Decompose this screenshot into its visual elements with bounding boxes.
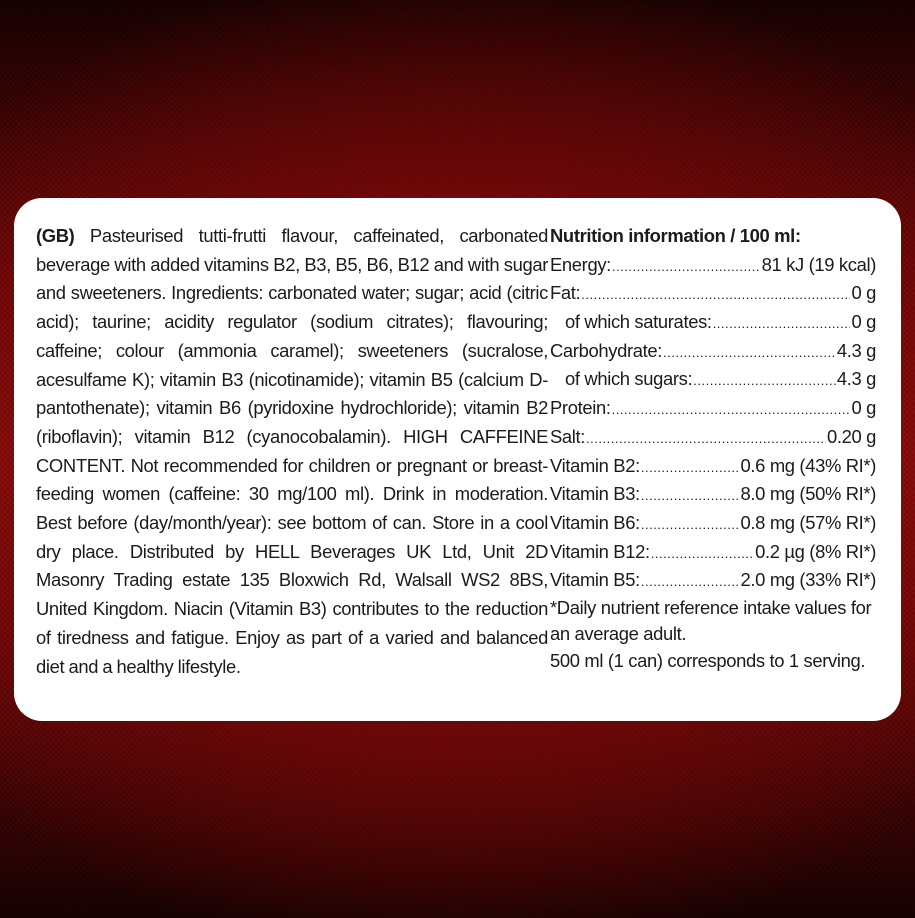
- dot-leader: [641, 454, 740, 483]
- serving-note: 500 ml (1 can) corresponds to 1 serving.: [550, 649, 866, 671]
- nutrition-label: Vitamin B6:: [550, 511, 640, 533]
- nutrition-row-salt: [550, 423, 876, 452]
- dot-leader: [663, 339, 836, 368]
- country-code: (GB): [36, 225, 75, 246]
- nutrition-label: Vitamin B2:: [550, 454, 640, 476]
- nutrition-value: 0.20 g: [826, 425, 876, 447]
- nutrition-label: Energy:: [550, 253, 611, 275]
- nutrition-value: 4.3 g: [836, 339, 876, 361]
- nutrition-table: [550, 222, 876, 674]
- nutrition-row-saturates: [550, 308, 876, 337]
- dot-leader: [612, 396, 851, 425]
- nutrition-row-protein: [550, 394, 876, 423]
- dot-leader: [693, 367, 836, 396]
- ingredients-text: [36, 222, 548, 681]
- dot-leader: [641, 482, 740, 511]
- dot-leader: [713, 310, 851, 339]
- nutrition-row-energy: [550, 251, 876, 280]
- nutrition-value: 0 g: [851, 282, 876, 304]
- nutrition-row-vitamin-b2: [550, 452, 876, 481]
- nutrition-value: 0 g: [851, 311, 876, 333]
- dot-leader: [651, 540, 754, 569]
- nutrition-row-vitamin-b3: [550, 480, 876, 509]
- nutrition-label: of which saturates:: [565, 311, 712, 333]
- dot-leader: [641, 568, 740, 597]
- nutrition-title: Nutrition information / 100 ml:: [550, 225, 801, 246]
- nutrition-row-vitamin-b12: [550, 538, 876, 567]
- nutrition-value: 2.0 mg (33% RI*): [740, 569, 876, 591]
- dot-leader: [612, 253, 761, 282]
- nutrition-row-fat: [550, 279, 876, 308]
- dot-leader: [641, 511, 740, 540]
- nutrition-value: 0 g: [851, 397, 876, 419]
- nutrition-label: Salt:: [550, 425, 586, 447]
- dot-leader: [581, 281, 850, 310]
- label-panel: [14, 198, 901, 721]
- nutrition-value: 0.8 mg (57% RI*): [740, 511, 876, 533]
- nutrition-label: Vitamin B5:: [550, 569, 640, 591]
- nutrition-row-vitamin-b6: [550, 509, 876, 538]
- nutrition-label: Vitamin B12:: [550, 540, 650, 562]
- nutrition-label: Vitamin B3:: [550, 483, 640, 505]
- nutrition-label: Fat:: [550, 282, 581, 304]
- nutrition-row-sugars: [550, 365, 876, 394]
- nutrition-label: of which sugars:: [565, 368, 693, 390]
- dot-leader: [586, 425, 826, 454]
- nutrition-row-vitamin-b5: [550, 566, 876, 595]
- nutrition-row-carbohydrate: [550, 337, 876, 366]
- nutrition-value: 4.3 g: [836, 368, 876, 390]
- nutrition-label: Carbohydrate:: [550, 339, 662, 361]
- nutrition-value: 81 kJ (19 kcal): [761, 253, 876, 275]
- nutrition-value: 0.2 µg (8% RI*): [755, 540, 876, 562]
- nutrition-label: Protein:: [550, 397, 611, 419]
- nutrition-value: 0.6 mg (43% RI*): [740, 454, 876, 476]
- nutrition-value: 8.0 mg (50% RI*): [740, 483, 876, 505]
- reference-intake-footnote: *Daily nutrient reference intake values for an average adult.: [550, 596, 872, 645]
- ingredients-body: Pasteurised tutti-frutti flavour, caffeinated, carbonated beverage with added vitamins B2, B3, B5, B6, B12 and with sugar and sweeteners. Ingredients: carbonated water; sugar; acid (citric acid); taurine; acidity regulator (sodium citrates); flavouring; caffeine; colour (ammonia caramel); sweeteners (sucralose, acesulfame K); vitamin B3 (nicotinamide); vitamin B5 (calcium D-pantothenate); vitamin B6 (pyridoxine hydrochloride); vitamin B2 (riboflavin); vitamin B12 (cyanocobalamin). HIGH CAFFEINE CONTENT. Not recommended for children or pregnant or breast-feeding women (caffeine: 30 mg/100 ml). Drink in moderation. Best before (day/month/year): see bottom of can. Store in a cool dry place. Distributed by HELL Beverages UK Ltd, Unit 2D Masonry Trading estate 135 Bloxwich Rd, Walsall WS2 8BS, United Kingdom. Niacin (Vitamin B3) contributes to the reduction of tiredness and fatigue. Enjoy as part of a varied and balanced diet and a healthy lifestyle.: [36, 225, 548, 677]
